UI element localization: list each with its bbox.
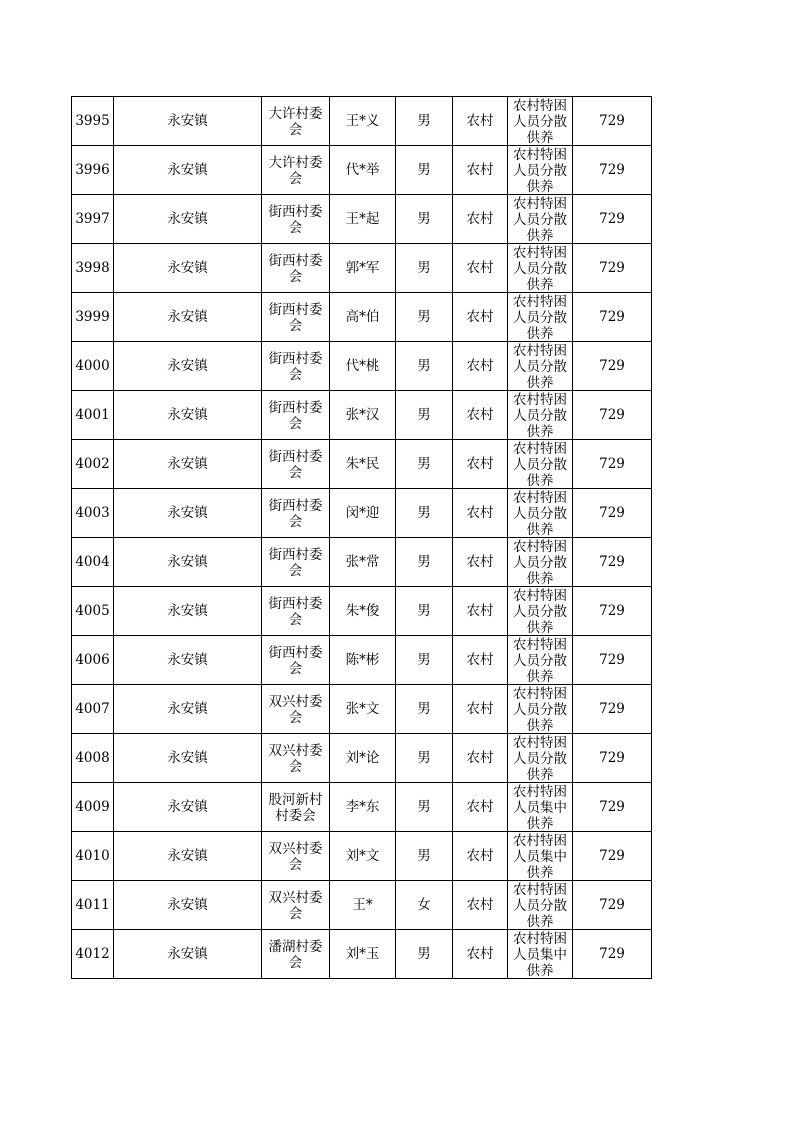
cell-gender: 男 (396, 734, 453, 783)
cell-serial-number: 4004 (72, 538, 114, 587)
cell-village-committee (262, 587, 330, 636)
cell-village-committee-text: 街西村委会 (268, 596, 323, 628)
cell-amount: 729 (573, 636, 652, 685)
cell-town: 永安镇 (114, 146, 262, 195)
cell-residence-area: 农村 (453, 832, 508, 881)
cell-town: 永安镇 (114, 342, 262, 391)
cell-village-committee (262, 293, 330, 342)
cell-gender: 男 (396, 195, 453, 244)
cell-support-type-text: 农村特困人员分散供养 (513, 490, 567, 537)
cell-village-committee-text: 街西村委会 (268, 204, 323, 236)
cell-gender: 男 (396, 685, 453, 734)
cell-village-committee-text: 双兴村委会 (268, 743, 323, 775)
cell-serial-number: 4005 (72, 587, 114, 636)
cell-town: 永安镇 (114, 195, 262, 244)
cell-support-type-text: 农村特困人员分散供养 (513, 539, 567, 586)
cell-person-name: 王*起 (330, 195, 396, 244)
cell-support-type (508, 881, 573, 930)
cell-serial-number: 4002 (72, 440, 114, 489)
cell-serial-number: 3996 (72, 146, 114, 195)
cell-residence-area: 农村 (453, 587, 508, 636)
cell-support-type-text: 农村特困人员分散供养 (513, 196, 567, 243)
cell-support-type (508, 97, 573, 146)
cell-residence-area: 农村 (453, 783, 508, 832)
cell-serial-number: 4000 (72, 342, 114, 391)
cell-residence-area: 农村 (453, 489, 508, 538)
cell-person-name: 刘*玉 (330, 930, 396, 979)
cell-amount: 729 (573, 244, 652, 293)
cell-support-type (508, 391, 573, 440)
cell-support-type (508, 440, 573, 489)
cell-amount: 729 (573, 587, 652, 636)
cell-serial-number: 3998 (72, 244, 114, 293)
cell-town: 永安镇 (114, 293, 262, 342)
cell-person-name: 张*常 (330, 538, 396, 587)
table-row (72, 685, 652, 734)
cell-village-committee (262, 440, 330, 489)
cell-gender: 男 (396, 391, 453, 440)
cell-amount: 729 (573, 538, 652, 587)
cell-village-committee (262, 783, 330, 832)
cell-serial-number: 4008 (72, 734, 114, 783)
cell-residence-area: 农村 (453, 685, 508, 734)
table-row (72, 489, 652, 538)
cell-person-name: 代*举 (330, 146, 396, 195)
cell-gender: 男 (396, 97, 453, 146)
cell-village-committee (262, 881, 330, 930)
cell-gender: 女 (396, 881, 453, 930)
table-row (72, 342, 652, 391)
cell-support-type-text: 农村特困人员分散供养 (513, 686, 567, 733)
cell-support-type-text: 农村特困人员分散供养 (513, 441, 567, 488)
cell-amount: 729 (573, 489, 652, 538)
cell-serial-number: 3999 (72, 293, 114, 342)
cell-village-committee-text: 街西村委会 (268, 302, 323, 334)
table-body (72, 97, 652, 979)
cell-town: 永安镇 (114, 881, 262, 930)
cell-amount: 729 (573, 832, 652, 881)
cell-village-committee-text: 街西村委会 (268, 645, 323, 677)
cell-amount: 729 (573, 734, 652, 783)
cell-support-type (508, 342, 573, 391)
cell-amount: 729 (573, 685, 652, 734)
cell-gender: 男 (396, 342, 453, 391)
cell-serial-number: 3995 (72, 97, 114, 146)
cell-serial-number: 4001 (72, 391, 114, 440)
cell-gender: 男 (396, 146, 453, 195)
cell-support-type (508, 832, 573, 881)
cell-person-name: 刘*文 (330, 832, 396, 881)
cell-gender: 男 (396, 489, 453, 538)
cell-amount: 729 (573, 342, 652, 391)
cell-serial-number: 3997 (72, 195, 114, 244)
cell-residence-area: 农村 (453, 195, 508, 244)
cell-support-type-text: 农村特困人员集中供养 (513, 931, 567, 978)
cell-residence-area: 农村 (453, 342, 508, 391)
cell-person-name: 张*文 (330, 685, 396, 734)
cell-amount: 729 (573, 195, 652, 244)
cell-gender: 男 (396, 636, 453, 685)
cell-person-name: 闵*迎 (330, 489, 396, 538)
cell-person-name: 陈*彬 (330, 636, 396, 685)
cell-support-type (508, 538, 573, 587)
table-row (72, 293, 652, 342)
table-row (72, 636, 652, 685)
cell-support-type-text: 农村特困人员分散供养 (513, 343, 567, 390)
cell-village-committee-text: 街西村委会 (268, 449, 323, 481)
cell-village-committee-text: 大许村委会 (268, 106, 323, 138)
cell-amount: 729 (573, 930, 652, 979)
cell-support-type (508, 734, 573, 783)
cell-support-type (508, 930, 573, 979)
cell-support-type (508, 636, 573, 685)
cell-support-type-text: 农村特困人员分散供养 (513, 294, 567, 341)
cell-amount: 729 (573, 881, 652, 930)
cell-village-committee (262, 685, 330, 734)
cell-residence-area: 农村 (453, 930, 508, 979)
cell-person-name: 高*伯 (330, 293, 396, 342)
cell-residence-area: 农村 (453, 440, 508, 489)
cell-support-type (508, 783, 573, 832)
cell-village-committee-text: 街西村委会 (268, 351, 323, 383)
table-row (72, 587, 652, 636)
cell-person-name: 代*桃 (330, 342, 396, 391)
cell-town: 永安镇 (114, 244, 262, 293)
cell-village-committee (262, 489, 330, 538)
table-row (72, 146, 652, 195)
table-row (72, 930, 652, 979)
cell-village-committee-text: 大许村委会 (268, 155, 323, 187)
cell-amount: 729 (573, 293, 652, 342)
cell-town: 永安镇 (114, 685, 262, 734)
cell-support-type-text: 农村特困人员分散供养 (513, 147, 567, 194)
cell-gender: 男 (396, 244, 453, 293)
cell-person-name: 郭*军 (330, 244, 396, 293)
cell-town: 永安镇 (114, 97, 262, 146)
cell-amount: 729 (573, 146, 652, 195)
cell-village-committee (262, 244, 330, 293)
cell-residence-area: 农村 (453, 734, 508, 783)
cell-village-committee (262, 146, 330, 195)
cell-support-type-text: 农村特困人员分散供养 (513, 98, 567, 145)
cell-residence-area: 农村 (453, 636, 508, 685)
cell-serial-number: 4003 (72, 489, 114, 538)
cell-support-type (508, 489, 573, 538)
cell-person-name: 张*汉 (330, 391, 396, 440)
cell-person-name: 朱*民 (330, 440, 396, 489)
cell-town: 永安镇 (114, 636, 262, 685)
cell-support-type-text: 农村特困人员分散供养 (513, 588, 567, 635)
cell-residence-area: 农村 (453, 538, 508, 587)
cell-support-type (508, 195, 573, 244)
cell-serial-number: 4011 (72, 881, 114, 930)
cell-village-committee (262, 538, 330, 587)
cell-village-committee-text: 股河新村村委会 (268, 792, 323, 824)
cell-village-committee (262, 195, 330, 244)
cell-town: 永安镇 (114, 440, 262, 489)
cell-village-committee (262, 97, 330, 146)
cell-support-type-text: 农村特困人员分散供养 (513, 392, 567, 439)
cell-village-committee-text: 双兴村委会 (268, 694, 323, 726)
cell-gender: 男 (396, 538, 453, 587)
cell-person-name: 刘*论 (330, 734, 396, 783)
cell-gender: 男 (396, 440, 453, 489)
cell-person-name: 王* (330, 881, 396, 930)
cell-gender: 男 (396, 930, 453, 979)
cell-village-committee (262, 391, 330, 440)
cell-village-committee (262, 930, 330, 979)
cell-serial-number: 4012 (72, 930, 114, 979)
cell-support-type-text: 农村特困人员分散供养 (513, 637, 567, 684)
cell-town: 永安镇 (114, 538, 262, 587)
cell-residence-area: 农村 (453, 391, 508, 440)
cell-village-committee-text: 街西村委会 (268, 400, 323, 432)
cell-town: 永安镇 (114, 832, 262, 881)
cell-support-type (508, 685, 573, 734)
cell-support-type (508, 244, 573, 293)
cell-residence-area: 农村 (453, 146, 508, 195)
cell-residence-area: 农村 (453, 881, 508, 930)
cell-amount: 729 (573, 440, 652, 489)
cell-support-type-text: 农村特困人员分散供养 (513, 245, 567, 292)
cell-village-committee-text: 潘湖村委会 (268, 939, 323, 971)
cell-town: 永安镇 (114, 391, 262, 440)
table-row (72, 97, 652, 146)
cell-gender: 男 (396, 783, 453, 832)
cell-residence-area: 农村 (453, 97, 508, 146)
cell-village-committee-text: 双兴村委会 (268, 841, 323, 873)
cell-town: 永安镇 (114, 734, 262, 783)
cell-town: 永安镇 (114, 783, 262, 832)
table-row (72, 783, 652, 832)
table-row (72, 440, 652, 489)
cell-serial-number: 4007 (72, 685, 114, 734)
cell-town: 永安镇 (114, 489, 262, 538)
cell-support-type-text: 农村特困人员分散供养 (513, 735, 567, 782)
cell-village-committee (262, 636, 330, 685)
cell-gender: 男 (396, 293, 453, 342)
cell-village-committee-text: 街西村委会 (268, 253, 323, 285)
cell-town: 永安镇 (114, 587, 262, 636)
cell-town: 永安镇 (114, 930, 262, 979)
cell-residence-area: 农村 (453, 293, 508, 342)
cell-village-committee-text: 街西村委会 (268, 498, 323, 530)
cell-village-committee-text: 街西村委会 (268, 547, 323, 579)
cell-person-name: 朱*俊 (330, 587, 396, 636)
cell-gender: 男 (396, 587, 453, 636)
cell-serial-number: 4006 (72, 636, 114, 685)
cell-support-type (508, 146, 573, 195)
assistance-table (71, 96, 652, 979)
cell-amount: 729 (573, 783, 652, 832)
cell-support-type-text: 农村特困人员集中供养 (513, 833, 567, 880)
cell-village-committee (262, 832, 330, 881)
table-row (72, 734, 652, 783)
cell-support-type (508, 587, 573, 636)
table-row (72, 881, 652, 930)
table-row (72, 391, 652, 440)
cell-serial-number: 4010 (72, 832, 114, 881)
cell-gender: 男 (396, 832, 453, 881)
cell-village-committee (262, 734, 330, 783)
cell-amount: 729 (573, 97, 652, 146)
table-row (72, 832, 652, 881)
cell-support-type-text: 农村特困人员分散供养 (513, 882, 567, 929)
cell-person-name: 王*义 (330, 97, 396, 146)
table-row (72, 244, 652, 293)
cell-village-committee-text: 双兴村委会 (268, 890, 323, 922)
cell-amount: 729 (573, 391, 652, 440)
table-row (72, 538, 652, 587)
cell-village-committee (262, 342, 330, 391)
cell-person-name: 李*东 (330, 783, 396, 832)
table-row (72, 195, 652, 244)
cell-support-type (508, 293, 573, 342)
cell-support-type-text: 农村特困人员集中供养 (513, 784, 567, 831)
cell-serial-number: 4009 (72, 783, 114, 832)
cell-residence-area: 农村 (453, 244, 508, 293)
